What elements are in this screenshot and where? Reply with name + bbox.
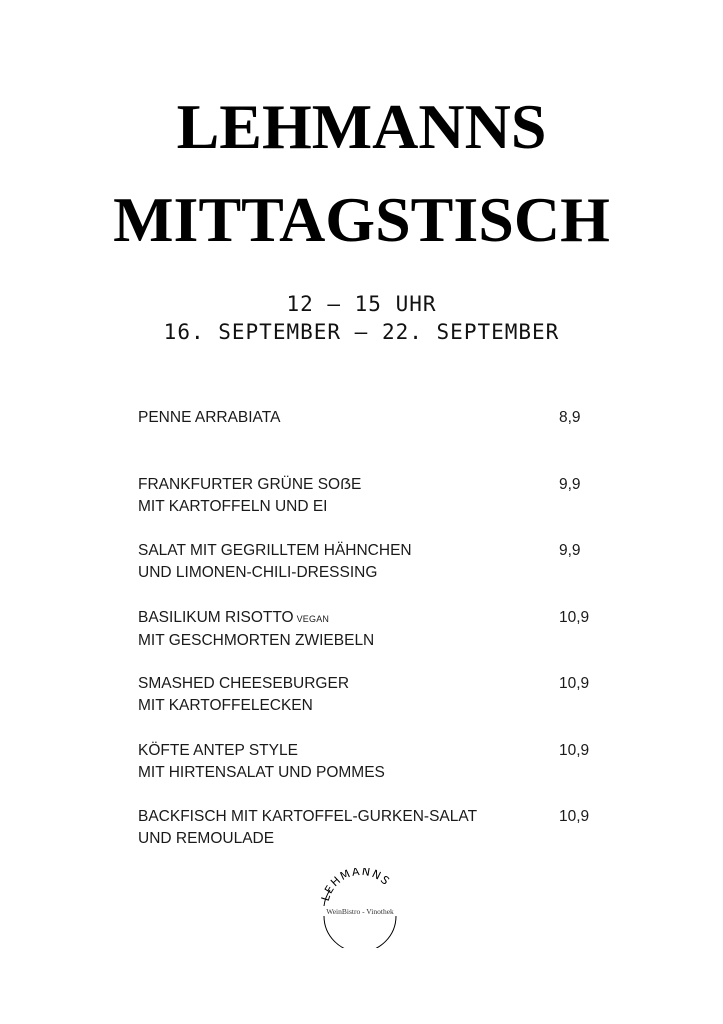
svg-text:LEHMANNS (319, 868, 393, 903)
dish-price: 9,9 (559, 542, 581, 559)
logo-circle-icon (310, 868, 410, 948)
lehmanns-logo (310, 868, 410, 948)
menu-item (138, 673, 598, 740)
dish-description: MIT HIRTENSALAT UND POMMES (138, 763, 385, 781)
dish-name: SALAT MIT GEGRILLTEM HÄHNCHEN (138, 542, 412, 559)
page-title-line-2: MITTAGSTISCH (113, 184, 610, 255)
logo-tagline: WeinBistro - Vinothek (326, 907, 394, 916)
menu-item (138, 407, 598, 474)
dish-price: 10,9 (559, 741, 590, 759)
opening-hours: 12 – 15 UHR (286, 292, 437, 316)
dish-price: 10,9 (559, 675, 590, 692)
dish-price: 8,9 (559, 409, 581, 426)
page-title-line-1: LEHMANNS (176, 91, 547, 162)
dish-name: FRANKFURTER GRÜNE SOẞE (138, 475, 362, 493)
dish-name: KÖFTE ANTEP STYLE (138, 741, 298, 759)
dish-name-row (138, 607, 598, 630)
dish-price: 9,9 (559, 475, 581, 493)
menu-item (138, 740, 598, 807)
dish-name: BACKFISCH MIT KARTOFFEL-GURKEN-SALAT (138, 808, 478, 825)
dish-name: SMASHED CHEESEBURGER (138, 675, 350, 692)
dish-description: MIT KARTOFFELECKEN (138, 697, 313, 714)
dish-description: MIT KARTOFFELN UND EI (138, 497, 328, 515)
menu-item (138, 474, 598, 541)
dish-price: 10,9 (559, 608, 590, 626)
dish-description: UND REMOULADE (138, 830, 275, 847)
logo-brand-text: LEHMANNS (318, 868, 393, 903)
menu-list (138, 407, 598, 873)
menu-item (138, 607, 598, 674)
dish-description: UND LIMONEN-CHILI-DRESSING (138, 564, 378, 581)
dish-name: BASILIKUM RISOTTO (138, 608, 294, 626)
dish-price: 10,9 (559, 808, 590, 825)
vegan-tag: VEGAN (296, 613, 330, 624)
dish-description: MIT GESCHMORTEN ZWIEBELN (138, 631, 375, 649)
menu-item (138, 806, 598, 873)
dish-name: PENNE ARRABIATA (138, 409, 281, 426)
menu-item (138, 540, 598, 607)
date-range: 16. SEPTEMBER – 22. SEPTEMBER (163, 320, 560, 344)
